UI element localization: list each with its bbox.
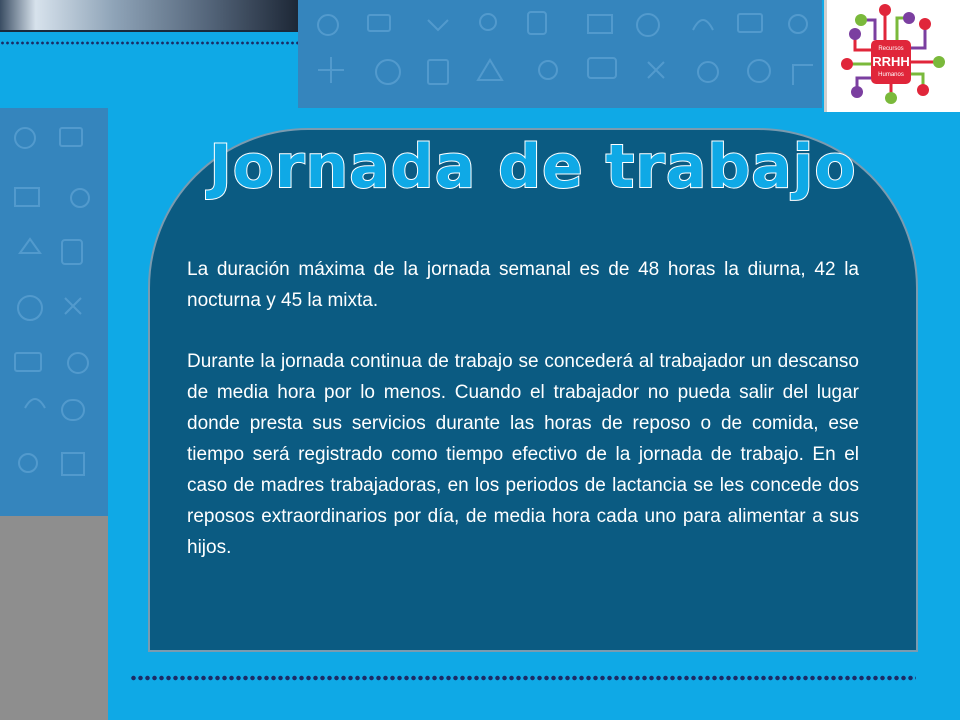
pattern-banner-top [298, 0, 822, 108]
tech-icons-pattern [298, 0, 822, 108]
slide-body [187, 254, 859, 563]
header-gradient-bar [0, 0, 298, 32]
dotted-divider-top [0, 40, 300, 46]
slide-title: Jornada de trabajo [209, 132, 857, 202]
pattern-banner-left [0, 108, 108, 516]
gray-side-block [0, 516, 108, 720]
paragraph-1: La duración máxima de la jornada semanal es de 48 horas la diurna, 42 la nocturna y 45 la mixta. [187, 259, 859, 311]
logo-line-1: Recursos [878, 46, 904, 52]
tech-icons-pattern [0, 108, 108, 516]
dotted-divider-bottom [130, 674, 916, 682]
paragraph-2: Durante la jornada continua de trabajo se concederá al trabajador un descanso de media hora por lo menos. Cuando el trabajador no pueda salir del lugar donde presta sus servicios durante las horas de reposo o de comida, ese tiempo será registrado como tiempo efectivo de la jornada de trabajo. En el caso de madres trabajadoras, en los periodos de lactancia se les concede dos reposos extraordinarios por día, de media hora cada uno para alimentar a sus hijos. [187, 351, 859, 558]
logo-line-2: RRHH [872, 54, 910, 69]
rrhh-logo [824, 0, 960, 112]
rrhh-logo-graphic [827, 0, 960, 112]
logo-line-3: Humanos [878, 72, 904, 78]
